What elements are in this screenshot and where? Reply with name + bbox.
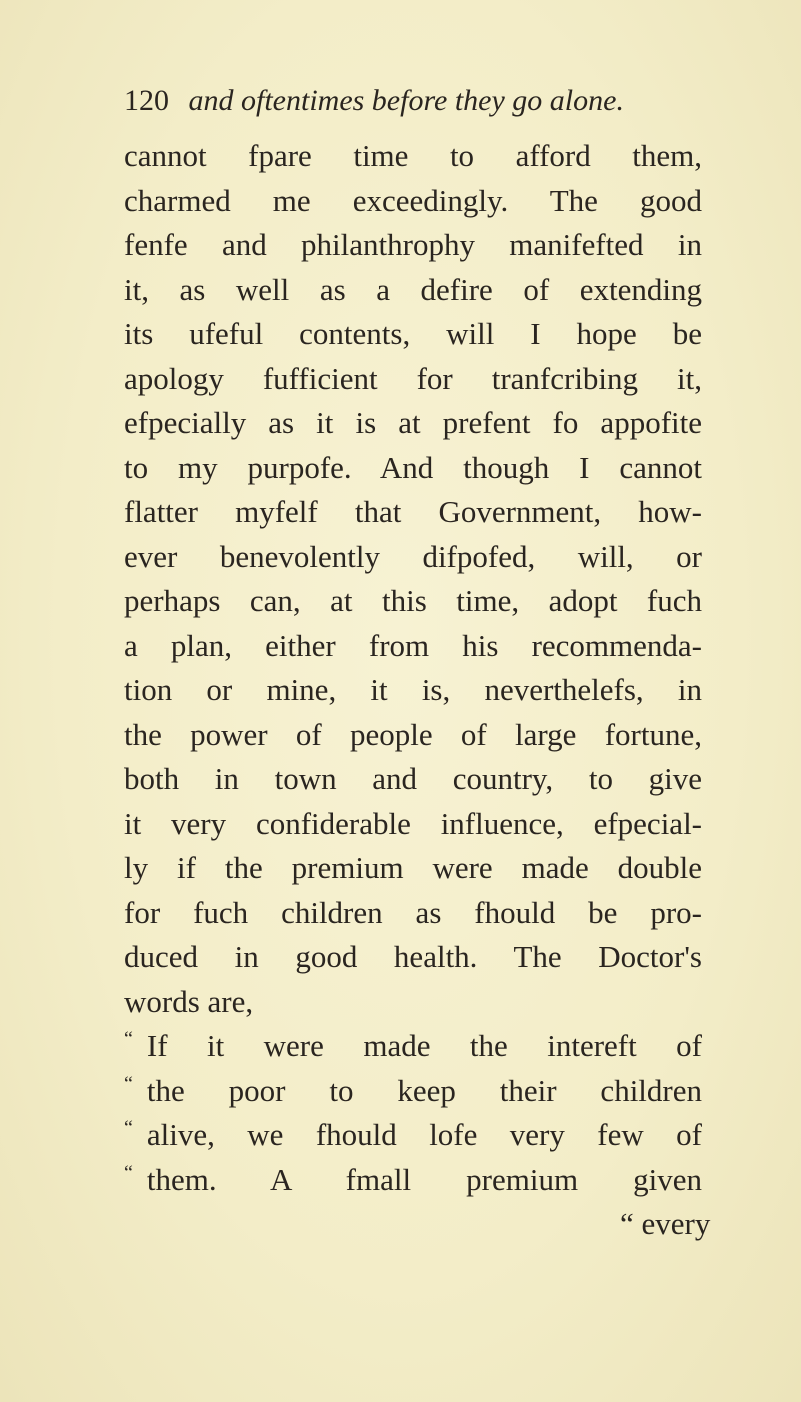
text-line: a plan, either from his recommenda-: [124, 627, 702, 663]
catchword: “ every: [620, 1206, 711, 1241]
text-line: it very confiderable influence, efpecial-: [124, 805, 702, 841]
text-line: the power of people of large fortune,: [124, 716, 702, 752]
quote-mark: “: [124, 1028, 133, 1050]
quote-text: the poor to keep their children: [146, 1072, 702, 1108]
running-header: [124, 84, 624, 118]
running-title: and oftentimes before they go alone.: [188, 84, 624, 117]
quote-line: [124, 1027, 702, 1065]
quote-line: [124, 1116, 702, 1154]
text-line: words are,: [124, 983, 254, 1019]
text-line: it, as well as a defire of extending: [124, 271, 702, 307]
quote-mark: “: [124, 1161, 133, 1184]
text-line: duced in good health. The Doctor's: [124, 939, 702, 974]
page-number: 120: [124, 84, 169, 117]
quote-mark: “: [124, 1072, 133, 1095]
text-line: apology fufficient for tranfcribing it,: [124, 360, 702, 396]
text-line: ever benevolently difpofed, will, or: [124, 538, 702, 574]
text-line: flatter myfelf that Government, how-: [124, 494, 702, 529]
quote-text: If it were made the intereft of: [146, 1028, 702, 1063]
text-line: perhaps can, at this time, adopt fuch: [124, 583, 702, 618]
text-line: ly if the premium were made double: [124, 850, 702, 885]
quote-line: [124, 1072, 702, 1110]
text-line: to my purpofe. And though I cannot: [124, 449, 702, 485]
text-line: for fuch children as fhould be pro-: [124, 894, 702, 930]
quote-text: them. A fmall premium given: [146, 1161, 702, 1197]
quote-line: [124, 1161, 702, 1199]
quote-mark: “: [124, 1117, 133, 1139]
text-line: tion or mine, it is, neverthelefs, in: [124, 672, 702, 707]
text-line: cannot fpare time to afford them,: [124, 138, 702, 173]
text-line: fenfe and philanthrophy manifefted in: [124, 227, 702, 262]
quote-text: alive, we fhould lofe very few of: [146, 1117, 702, 1152]
text-line: both in town and country, to give: [124, 761, 702, 796]
text-line: efpecially as it is at prefent fo appofite: [124, 405, 702, 440]
text-line: its ufeful contents, will I hope be: [124, 316, 702, 351]
text-line: charmed me exceedingly. The good: [124, 182, 702, 218]
